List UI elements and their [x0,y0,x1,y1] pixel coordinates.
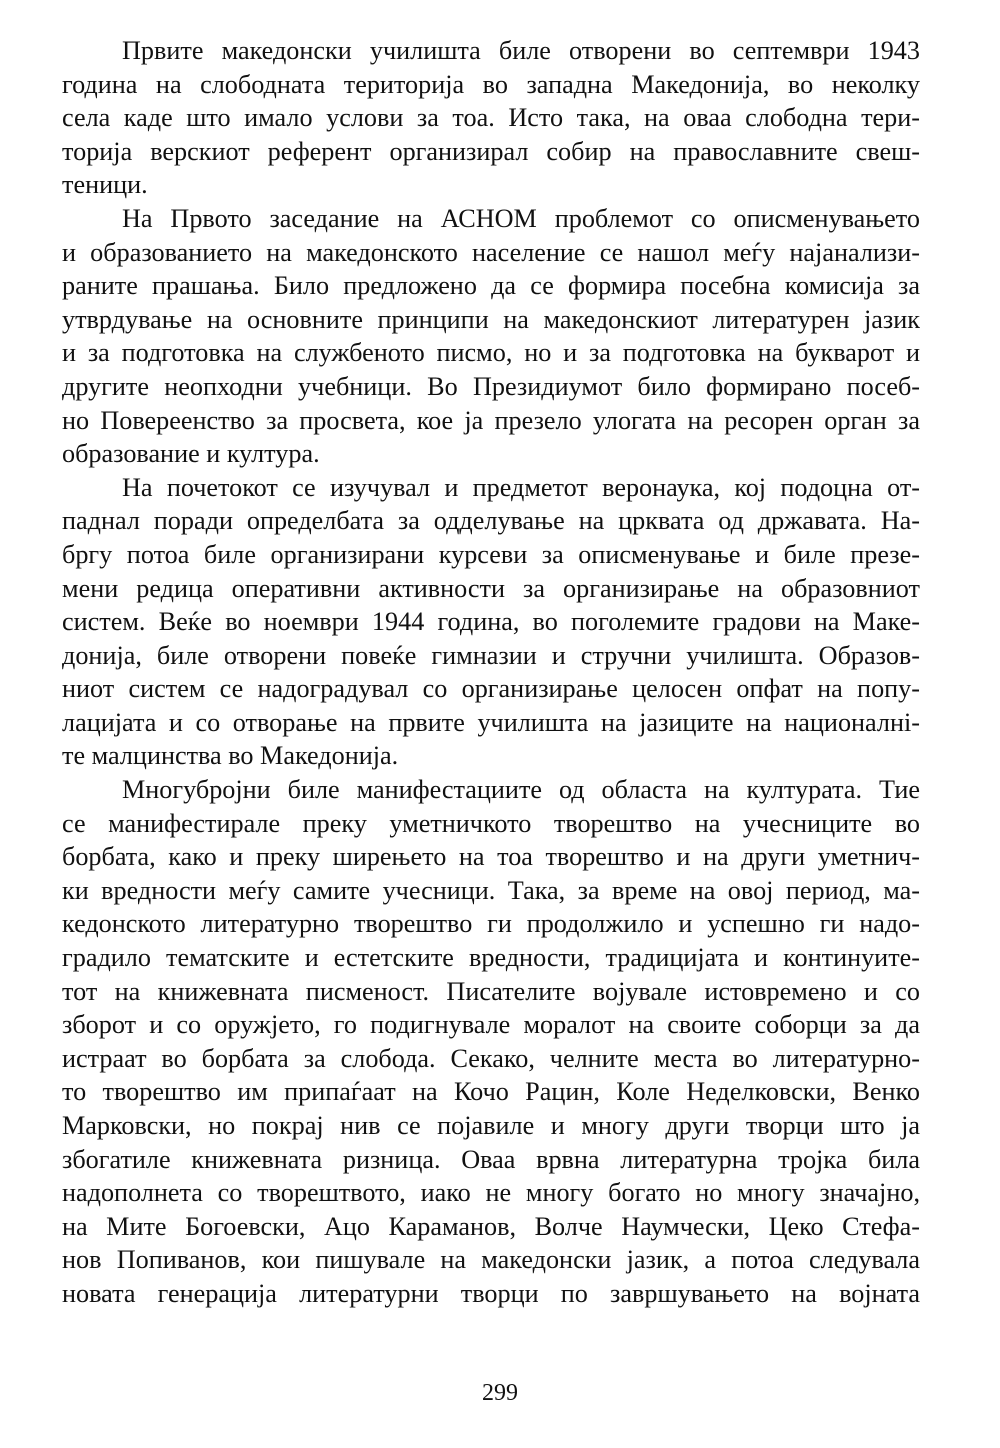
text-line: На Првото заседание на АСНОМ проблемот со описменувањето [122,203,920,233]
text-line: надополнета со творештвото, иако не многу богато но многу значајно, [62,1178,920,1208]
text-line: лацијата и со отворање на првите училишта на јазиците на националнi- [62,707,920,737]
text-line: мени редица оперативни активности за организирање на образовниот [62,573,920,603]
paragraph-4 [62,773,920,1311]
text-line: истраат во борбата за слобода. Секако, челните места во литературно- [62,1043,920,1073]
text-line: новата генерација литературни творци по завршувањето на војната [62,1278,920,1308]
text-line: нов Попиванов, кои пишувале на македонски јазик, а потоа следувала [62,1245,920,1275]
text-line: и за подготовка на службеното писмо, но и за подготовка на букварот и [62,338,920,368]
text-line: паднал поради определбата за одделување на црквата од државата. На- [62,506,920,536]
paragraph-1 [62,34,920,202]
paragraph-3 [62,471,920,773]
text-line: Многубројни биле манифестациите од областа на културата. Тие [122,775,920,805]
text-line: Првите македонски училишта биле отворени во септември 1943 [122,36,920,65]
text-line: тот на книжевната писменост. Писателите војувале истовремено и со [62,976,920,1006]
text-line: бргу потоа биле организирани курсеви за описменување и биле презе- [62,539,920,569]
text-line: на Мите Богоевски, Ацо Караманов, Волче Наумчески, Цеко Стефа- [62,1211,920,1241]
text-line: борбата, како и преку ширењето на тоа творештво и на други уметнич- [62,842,920,872]
text-line: другите неопходни учебници. Во Президиумот било формирано посеб- [62,371,920,401]
text-line: то творештво им припаѓаат на Кочо Рацин, Коле Неделковски, Венко [62,1077,920,1107]
paragraph-2 [62,202,920,471]
text-line: На почетокот се изучувал и предметот веронаука, кој подоцна от- [122,472,920,502]
page-number: 299 [482,1380,518,1406]
text-line: торија верскиот референт организирал собир на православните свеш- [62,136,920,166]
text-line: те малцинства во Македонија. [62,741,399,771]
text-line: образование и култура. [62,439,320,469]
text-line: кедонското литературно творештво ги продолжило и успешно ги надо- [62,909,920,939]
text-line: се манифестирале преку уметничкото творештво на учесниците во [62,808,920,838]
text-line: систем. Веќе во ноември 1944 година, во поголемите градови на Маке- [62,607,920,637]
document-body [62,34,920,1311]
text-line: градило тематските и естетските вредности, традицијата и континуите- [62,943,920,973]
text-line: ки вредности меѓу самите учесници. Така, за време на овој период, ма- [62,875,920,905]
text-line: раните прашања. Било предложено да се формира посебна комисија за [62,271,920,301]
text-line: Марковски, но покрај нив се појавиле и многу други творци што ја [62,1111,920,1140]
text-line: села каде што имало услови за тоа. Исто така, на оваа слободна тери- [62,103,920,133]
text-line: но Повереенство за просвета, кое ја презело улогата на ресорен орган за [62,405,920,435]
text-line: збогатиле книжевната ризница. Оваа врвна литературна тројка била [62,1144,920,1174]
text-line: ниот систем се надоградувал со организирање целосен опфат на попу- [62,674,920,704]
text-line: утврдување на основните принципи на македонскиот литературен јазик [62,304,920,334]
text-line: и образованието на македонското население се нашол меѓу најанализи- [62,237,920,267]
text-line: донија, биле отворени повеќе гимназии и стручни училишта. Образов- [62,640,920,670]
text-line: зборот и со оружјето, го подигнувале моралот на своите соборци за да [62,1010,920,1040]
text-line: теници. [62,170,148,200]
text-line: година на слободната територија во западна Македонија, во неколку [62,69,920,99]
